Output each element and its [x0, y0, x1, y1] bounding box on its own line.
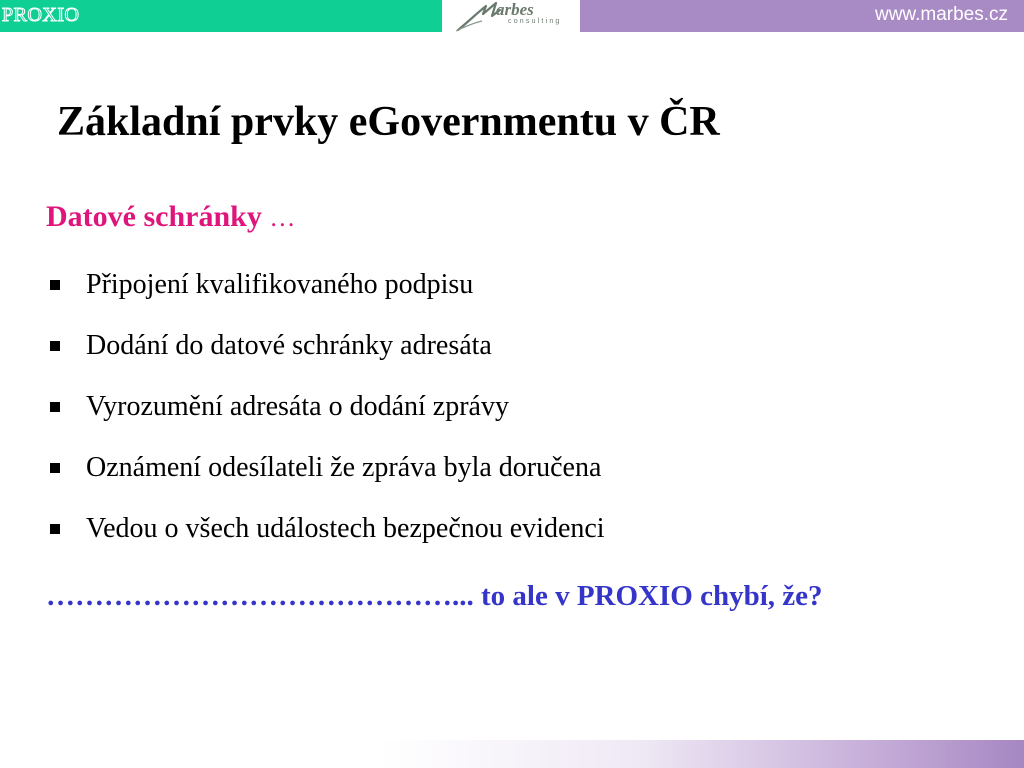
footer-gradient-band — [380, 740, 1024, 768]
bullet-text: Vedou o všech událostech bezpečnou evidenci — [86, 513, 605, 544]
bullet-square-icon — [50, 524, 60, 534]
website-url: www.marbes.cz — [874, 4, 1008, 25]
bullet-text: Dodání do datové schránky adresáta — [86, 330, 492, 361]
logo-wordmark: arbes — [496, 0, 534, 19]
bullet-square-icon — [50, 463, 60, 473]
bullet-square-icon — [50, 341, 60, 351]
bullet-text: Připojení kvalifikovaného podpisu — [86, 269, 474, 300]
slide-title: Základní prvky eGovernmentu v ČR — [57, 99, 720, 145]
section-heading — [46, 198, 295, 237]
bullet-text: Oznámení odesílateli že zpráva byla doručena — [86, 452, 602, 483]
section-heading-text: Datové schránky — [46, 200, 262, 233]
closing-remark: ……………………………………... to ale v PROXIO chybí, že? — [46, 580, 823, 612]
bullet-square-icon — [50, 280, 60, 290]
bullet-text: Vyrozumění adresáta o dodání zprávy — [86, 391, 509, 422]
section-heading-ellipsis: … — [269, 203, 296, 232]
header-bar — [0, 0, 1024, 32]
bullet-square-icon — [50, 402, 60, 412]
marbes-logo — [452, 0, 572, 32]
logo-tagline: consulting — [508, 18, 562, 25]
brand-name: PROXIO — [2, 4, 80, 26]
